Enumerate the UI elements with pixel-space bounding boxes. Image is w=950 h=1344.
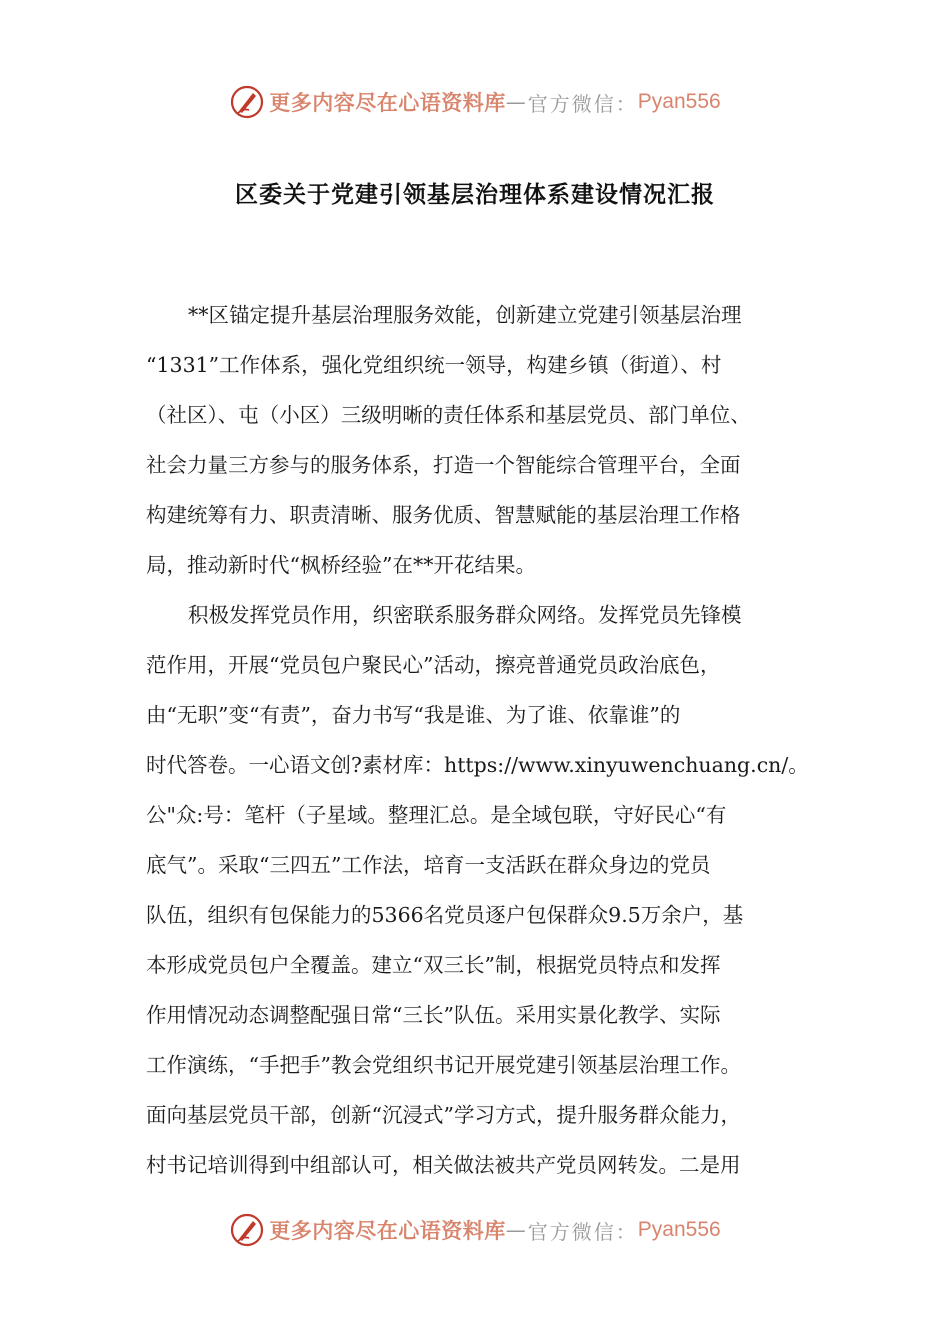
watermark-wechat-label: 官方微信： [527, 1219, 638, 1244]
body-line: 构建统筹有力、职责清晰、服务优质、智慧赋能的基层治理工作格 [146, 503, 741, 527]
watermark-brand: 更多内容尽在心语资料库 [269, 90, 506, 115]
quill-logo-icon [229, 84, 265, 120]
body-line: 队伍，组织有包保能力的5366名党员逐户包保群众9.5万余户，基 [146, 903, 744, 927]
body-line: 积极发挥党员作用，织密联系服务群众网络。发挥党员先锋模 [188, 603, 742, 627]
watermark-wechat-id: Pyan556 [637, 90, 721, 113]
body-line: 村书记培训得到中组部认可，相关做法被共产党员网转发。二是用 [146, 1153, 741, 1177]
watermark-wechat-id: Pyan556 [637, 1218, 721, 1241]
quill-logo-icon [229, 1212, 265, 1248]
document-title: 区委关于党建引领基层治理体系建设情况汇报 [235, 182, 715, 208]
body-line: 工作演练，“手把手”教会党组织书记开展党建引领基层治理工作。 [146, 1053, 741, 1077]
body-line: 公"众:号：笔杆（子星域。整理汇总。是全域包联，守好民心“有 [146, 803, 727, 827]
body-line: 面向基层党员干部，创新“沉浸式”学习方式，提升服务群众能力， [146, 1103, 741, 1127]
body-line: “1331”工作体系，强化党组织统一领导，构建乡镇（街道）、村 [146, 353, 722, 377]
header-watermark [0, 80, 950, 124]
body-line: **区锚定提升基层治理服务效能，创新建立党建引领基层治理 [188, 303, 742, 327]
watermark-wechat-label: 官方微信： [527, 91, 638, 116]
watermark-dash: — [505, 1218, 528, 1242]
footer-watermark [0, 1208, 950, 1252]
body-line: （社区）、屯（小区）三级明晰的责任体系和基层党员、部门单位、 [146, 403, 751, 427]
watermark-brand: 更多内容尽在心语资料库 [269, 1218, 506, 1243]
body-line: 本形成党员包户全覆盖。建立“双三长”制，根据党员特点和发挥 [146, 953, 721, 977]
body-line: 作用情况动态调整配强日常“三长”队伍。采用实景化教学、实际 [146, 1003, 721, 1027]
body-line: 时代答卷。一心语文创?素材库：https://www.xinyuwenchuang.cn/。 [146, 753, 809, 777]
body-line: 底气”。采取“三四五”工作法，培育一支活跃在群众身边的党员 [146, 853, 711, 877]
body-line: 范作用，开展“党员包户聚民心”活动，擦亮普通党员政治底色， [146, 653, 721, 677]
body-line: 局，推动新时代“枫桥经验”在**开花结果。 [146, 553, 536, 577]
watermark-dash: — [505, 90, 528, 114]
body-line: 社会力量三方参与的服务体系，打造一个智能综合管理平台，全面 [146, 453, 741, 477]
body-line: 由“无职”变“有责”，奋力书写“我是谁、为了谁、依靠谁”的 [146, 703, 681, 727]
